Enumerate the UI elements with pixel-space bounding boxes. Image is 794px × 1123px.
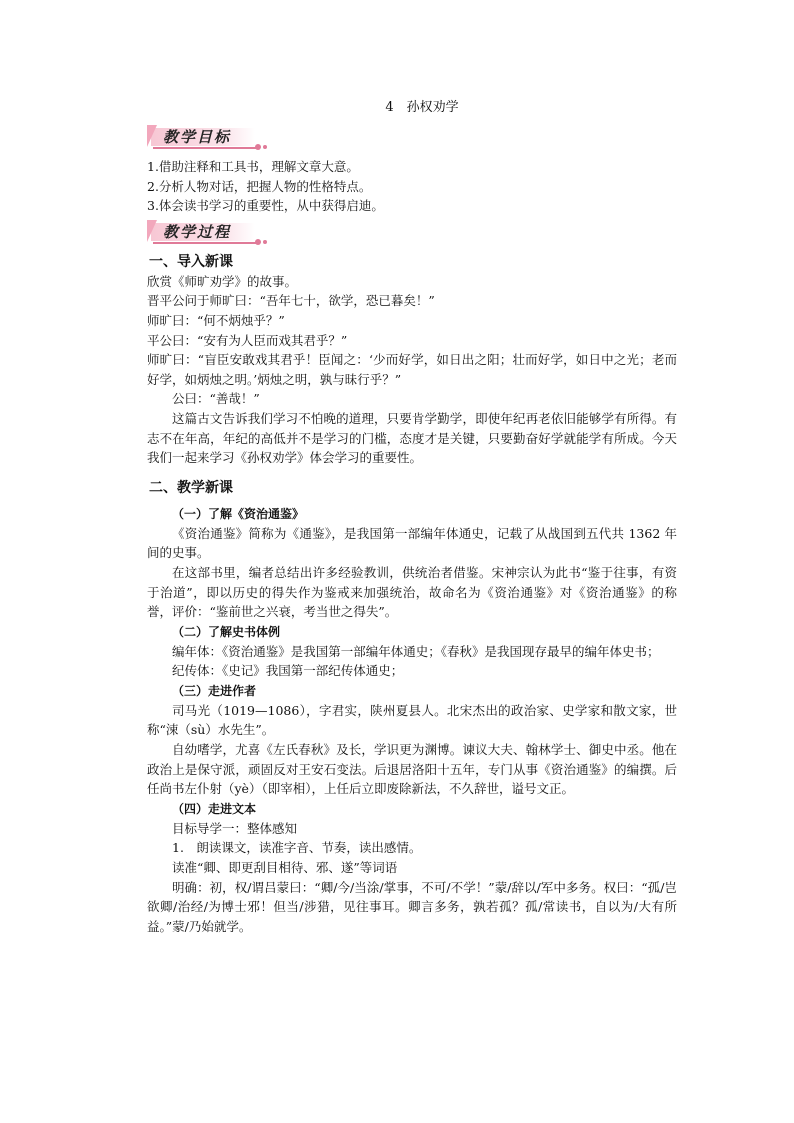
banner-label: 教学目标 <box>163 128 232 146</box>
banner-label: 教学过程 <box>163 222 232 241</box>
paragraph: 晋平公问于师旷曰：“吾年七十，欲学，恐已暮矣！” <box>147 293 435 309</box>
banner-underline <box>153 147 259 149</box>
banner-underline <box>153 242 259 244</box>
paragraph: 读准“卿、即更刮目相待、邪、遂”等词语 <box>172 860 398 876</box>
goal-item: 2.分析人物对话，把握人物的性格特点。 <box>147 178 372 194</box>
goal-item: 1.借助注释和工具书，理解文章大意。 <box>147 159 359 174</box>
paragraph: 欣赏《师旷劝学》的故事。 <box>147 273 298 289</box>
paragraph: 司马光（1019—1086），字君实，陕州夏县人。北宋杰出的政治家、史学家和散文家，世称“涑（sù）水先生”。 <box>147 702 677 738</box>
banner-dot-icon <box>263 145 267 149</box>
paragraph: 这篇古文告诉我们学习不怕晚的道理，只要肯学勤学，即使年纪再老依旧能够学有所得。有志不在年高，年纪的高低并不是学习的门槛，态度才是关键，只要勤奋好学就能学有所成。今天我们一起来学习《孙权劝学》体会学习的重要性。 <box>147 410 677 466</box>
paragraph: 师旷曰：“盲臣安敢戏其君乎！臣闻之：‘少而好学，如日出之阳；壮而好学，如日中之光；老而好学，如炳烛之明。’炳烛之明，孰与昧行乎？” <box>147 352 677 387</box>
document-page <box>147 96 677 936</box>
paragraph: 平公曰：“安有为人臣而戏其君乎？” <box>147 332 348 348</box>
paragraph: 自幼嗜学，尤喜《左氏春秋》及长，学识更为渊博。谏议大夫、翰林学士、御史中丞。他在政治上是保守派，顽固反对王安石变法。后退居洛阳十五年，专门从事《资治通鉴》的编撰。后任尚书左仆射（yè）（即宰相），上任后立即废除新法，不久辞世，谥号文正。 <box>147 742 677 797</box>
banner-dot-icon <box>255 144 261 150</box>
paragraph: 《资治通鉴》简称为《通鉴》，是我国第一部编年体通史，记载了从战国到五代共 1362 年间的史事。 <box>147 525 677 561</box>
paragraph: 公曰：“善哉！” <box>172 391 260 407</box>
subsection-heading: （一）了解《资治通鉴》 <box>172 506 305 521</box>
banner-triangle-icon <box>147 220 157 242</box>
page-title: 4 孙权劝学 <box>385 100 459 115</box>
list-item: 1. 朗读课文，读准字音、节奏，读出感情。 <box>172 840 422 856</box>
paragraph: 师旷曰：“何不炳烛乎？” <box>147 312 285 328</box>
paragraph: 在这部书里，编者总结出许多经验教训，供统治者借鉴。宋神宗认为此书“鉴于往事，有资于治道”，即以历史的得失作为鉴戒来加强统治，故命名为《资治通鉴》对《资治通鉴》的称誉，评价：“鉴前世之兴衰，考当世之得失”。 <box>147 564 677 620</box>
banner-triangle-icon <box>147 125 157 147</box>
subsection-heading: （四）走进文本 <box>172 801 257 816</box>
paragraph: 明确：初，权/谓吕蒙曰：“卿/今/当涂/掌事，不可/不学！”蒙/辞以/军中多务。权曰：“孤/岂欲卿/治经/为博士邪！但当/涉猎，见往事耳。卿言多务，孰若孤？孤/常读书，自以为/大有所益。”蒙/乃始就学。 <box>147 879 677 934</box>
subsection-heading: （三）走进作者 <box>172 683 257 698</box>
paragraph: 纪传体：《史记》我国第一部纪传体通史； <box>172 663 404 679</box>
section-banner-process <box>147 220 265 246</box>
goal-item: 3.体会读书学习的重要性，从中获得启迪。 <box>147 198 384 214</box>
paragraph: 编年体：《资治通鉴》是我国第一部编年体通史；《春秋》是我国现存最早的编年体史书； <box>172 643 660 659</box>
subsection-heading: （二）了解史书体例 <box>172 624 281 639</box>
banner-dot-icon <box>255 239 261 245</box>
section-heading: 二、教学新课 <box>149 479 233 496</box>
banner-dot-icon <box>263 240 267 244</box>
section-banner-goals <box>147 125 265 151</box>
paragraph: 目标导学一：整体感知 <box>172 820 298 836</box>
section-heading: 一、导入新课 <box>149 253 233 270</box>
